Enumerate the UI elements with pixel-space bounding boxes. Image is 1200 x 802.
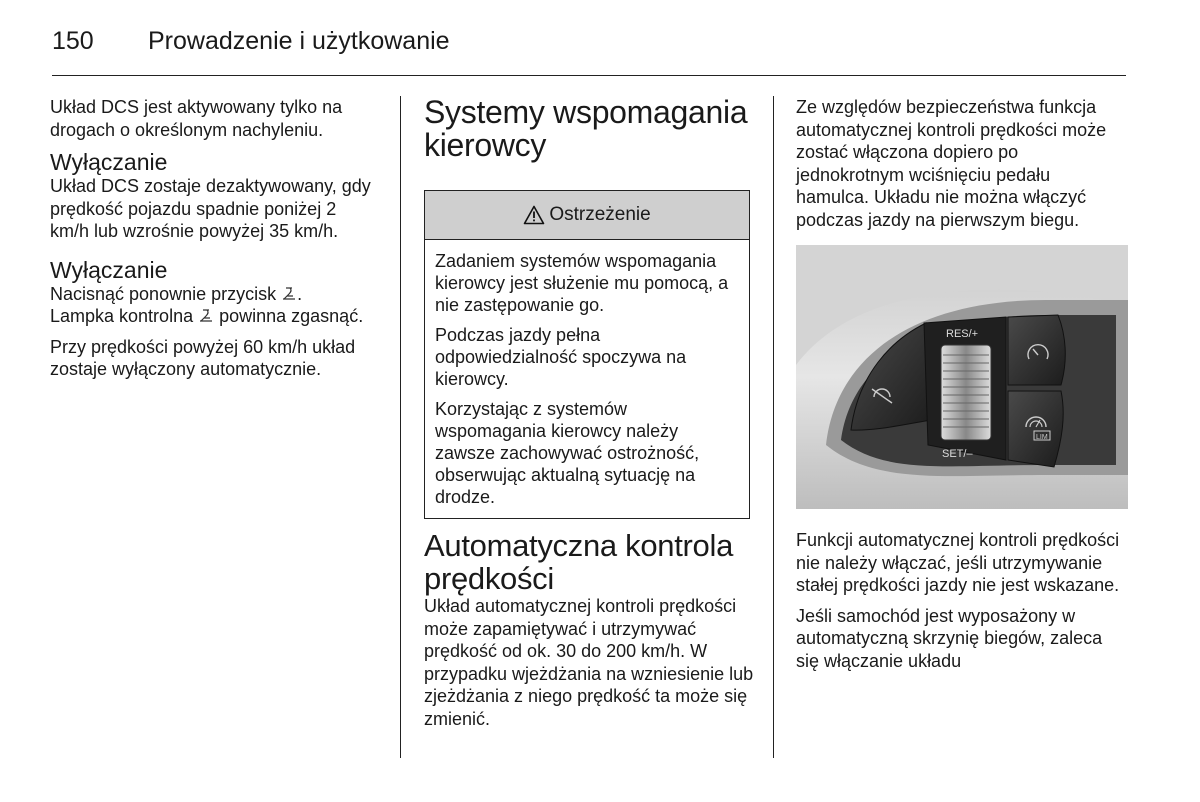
steering-wheel-controls-photo <box>796 245 1128 509</box>
lim-label: LIM <box>1036 434 1048 441</box>
warning-paragraph-1: Zadaniem systemów wspomagania kierowcy jest służenie mu pomocą, a nie zastępowanie go. <box>435 251 729 315</box>
column-2 <box>424 96 754 738</box>
page-number: 150 <box>52 27 94 55</box>
paragraph-press-button: Nacisnąć ponownie przycisk . Lampka kontrolna powinna zgasnąć. <box>50 283 364 326</box>
column-divider-2 <box>773 96 774 758</box>
warning-body <box>425 240 749 518</box>
warning-paragraph-3: Korzystając z systemów wspomagania kierowcy należy zawsze zachowywać ostrożność, obserwując aktualną sytuację na drodze. <box>435 399 700 507</box>
paragraph-dcs-deactivated: Układ DCS zostaje dezaktywowany, gdy prędkość pojazdu spadnie poniżej 2 km/h lub wzrośnie powyżej 35 km/h. <box>50 176 371 241</box>
paragraph-safety-brake: Ze względów bezpieczeństwa funkcja automatycznej kontroli prędkości może zostać włączona dopiero po jednokrotnym wciśnięciu pedału hamulca. Układu nie można włączyć podczas jazdy na pierwszym biegu. <box>796 97 1107 230</box>
descent-control-icon <box>281 284 297 302</box>
paragraph-automatic-gearbox: Jeśli samochód jest wyposażony w automatyczną skrzynię biegów, zaleca się włączanie układu <box>796 605 1103 671</box>
heading-switch-off-2: Wyłączanie <box>50 256 168 283</box>
heading-switch-off-1: Wyłączanie <box>50 149 168 175</box>
column-3 <box>796 96 1128 680</box>
warning-box <box>424 190 750 519</box>
warning-header <box>425 191 749 240</box>
heading-driver-assistance: Systemy wspomagania kierowcy <box>424 94 748 163</box>
set-label: SET/– <box>942 448 973 460</box>
column-divider-1 <box>400 96 401 758</box>
page-header <box>52 24 1126 78</box>
paragraph-do-not-use: Funkcji automatycznej kontroli prędkości nie należy włączać, jeśli utrzymywanie stałej prędkości jazdy nie jest wskazane. <box>796 530 1120 595</box>
header-rule <box>52 75 1126 76</box>
warning-triangle-icon <box>523 205 545 225</box>
section-title: Prowadzenie i użytkowanie <box>148 27 450 55</box>
heading-cruise-control: Automatyczna kontrola prędkości <box>424 528 734 596</box>
column-1 <box>50 96 380 389</box>
paragraph-cruise-range: Układ automatycznej kontroli prędkości może zapamiętywać i utrzymywać prędkość od ok. 30 do 200 km/h. W przypadku wjeżdżania na wzniesienie lub zjeżdżania z niego prędkość ta może się zmienić. <box>424 596 754 729</box>
descent-control-icon <box>198 306 214 324</box>
warning-paragraph-2: Podczas jazdy pełna odpowiedzialność spoczywa na kierowcy. <box>435 325 687 389</box>
res-label: RES/+ <box>946 328 979 340</box>
paragraph-dcs-active: Układ DCS jest aktywowany tylko na drogach o określonym nachyleniu. <box>50 97 343 140</box>
warning-label: Ostrzeżenie <box>549 204 651 225</box>
paragraph-auto-off: Przy prędkości powyżej 60 km/h układ zostaje wyłączony automatycznie. <box>50 336 356 379</box>
